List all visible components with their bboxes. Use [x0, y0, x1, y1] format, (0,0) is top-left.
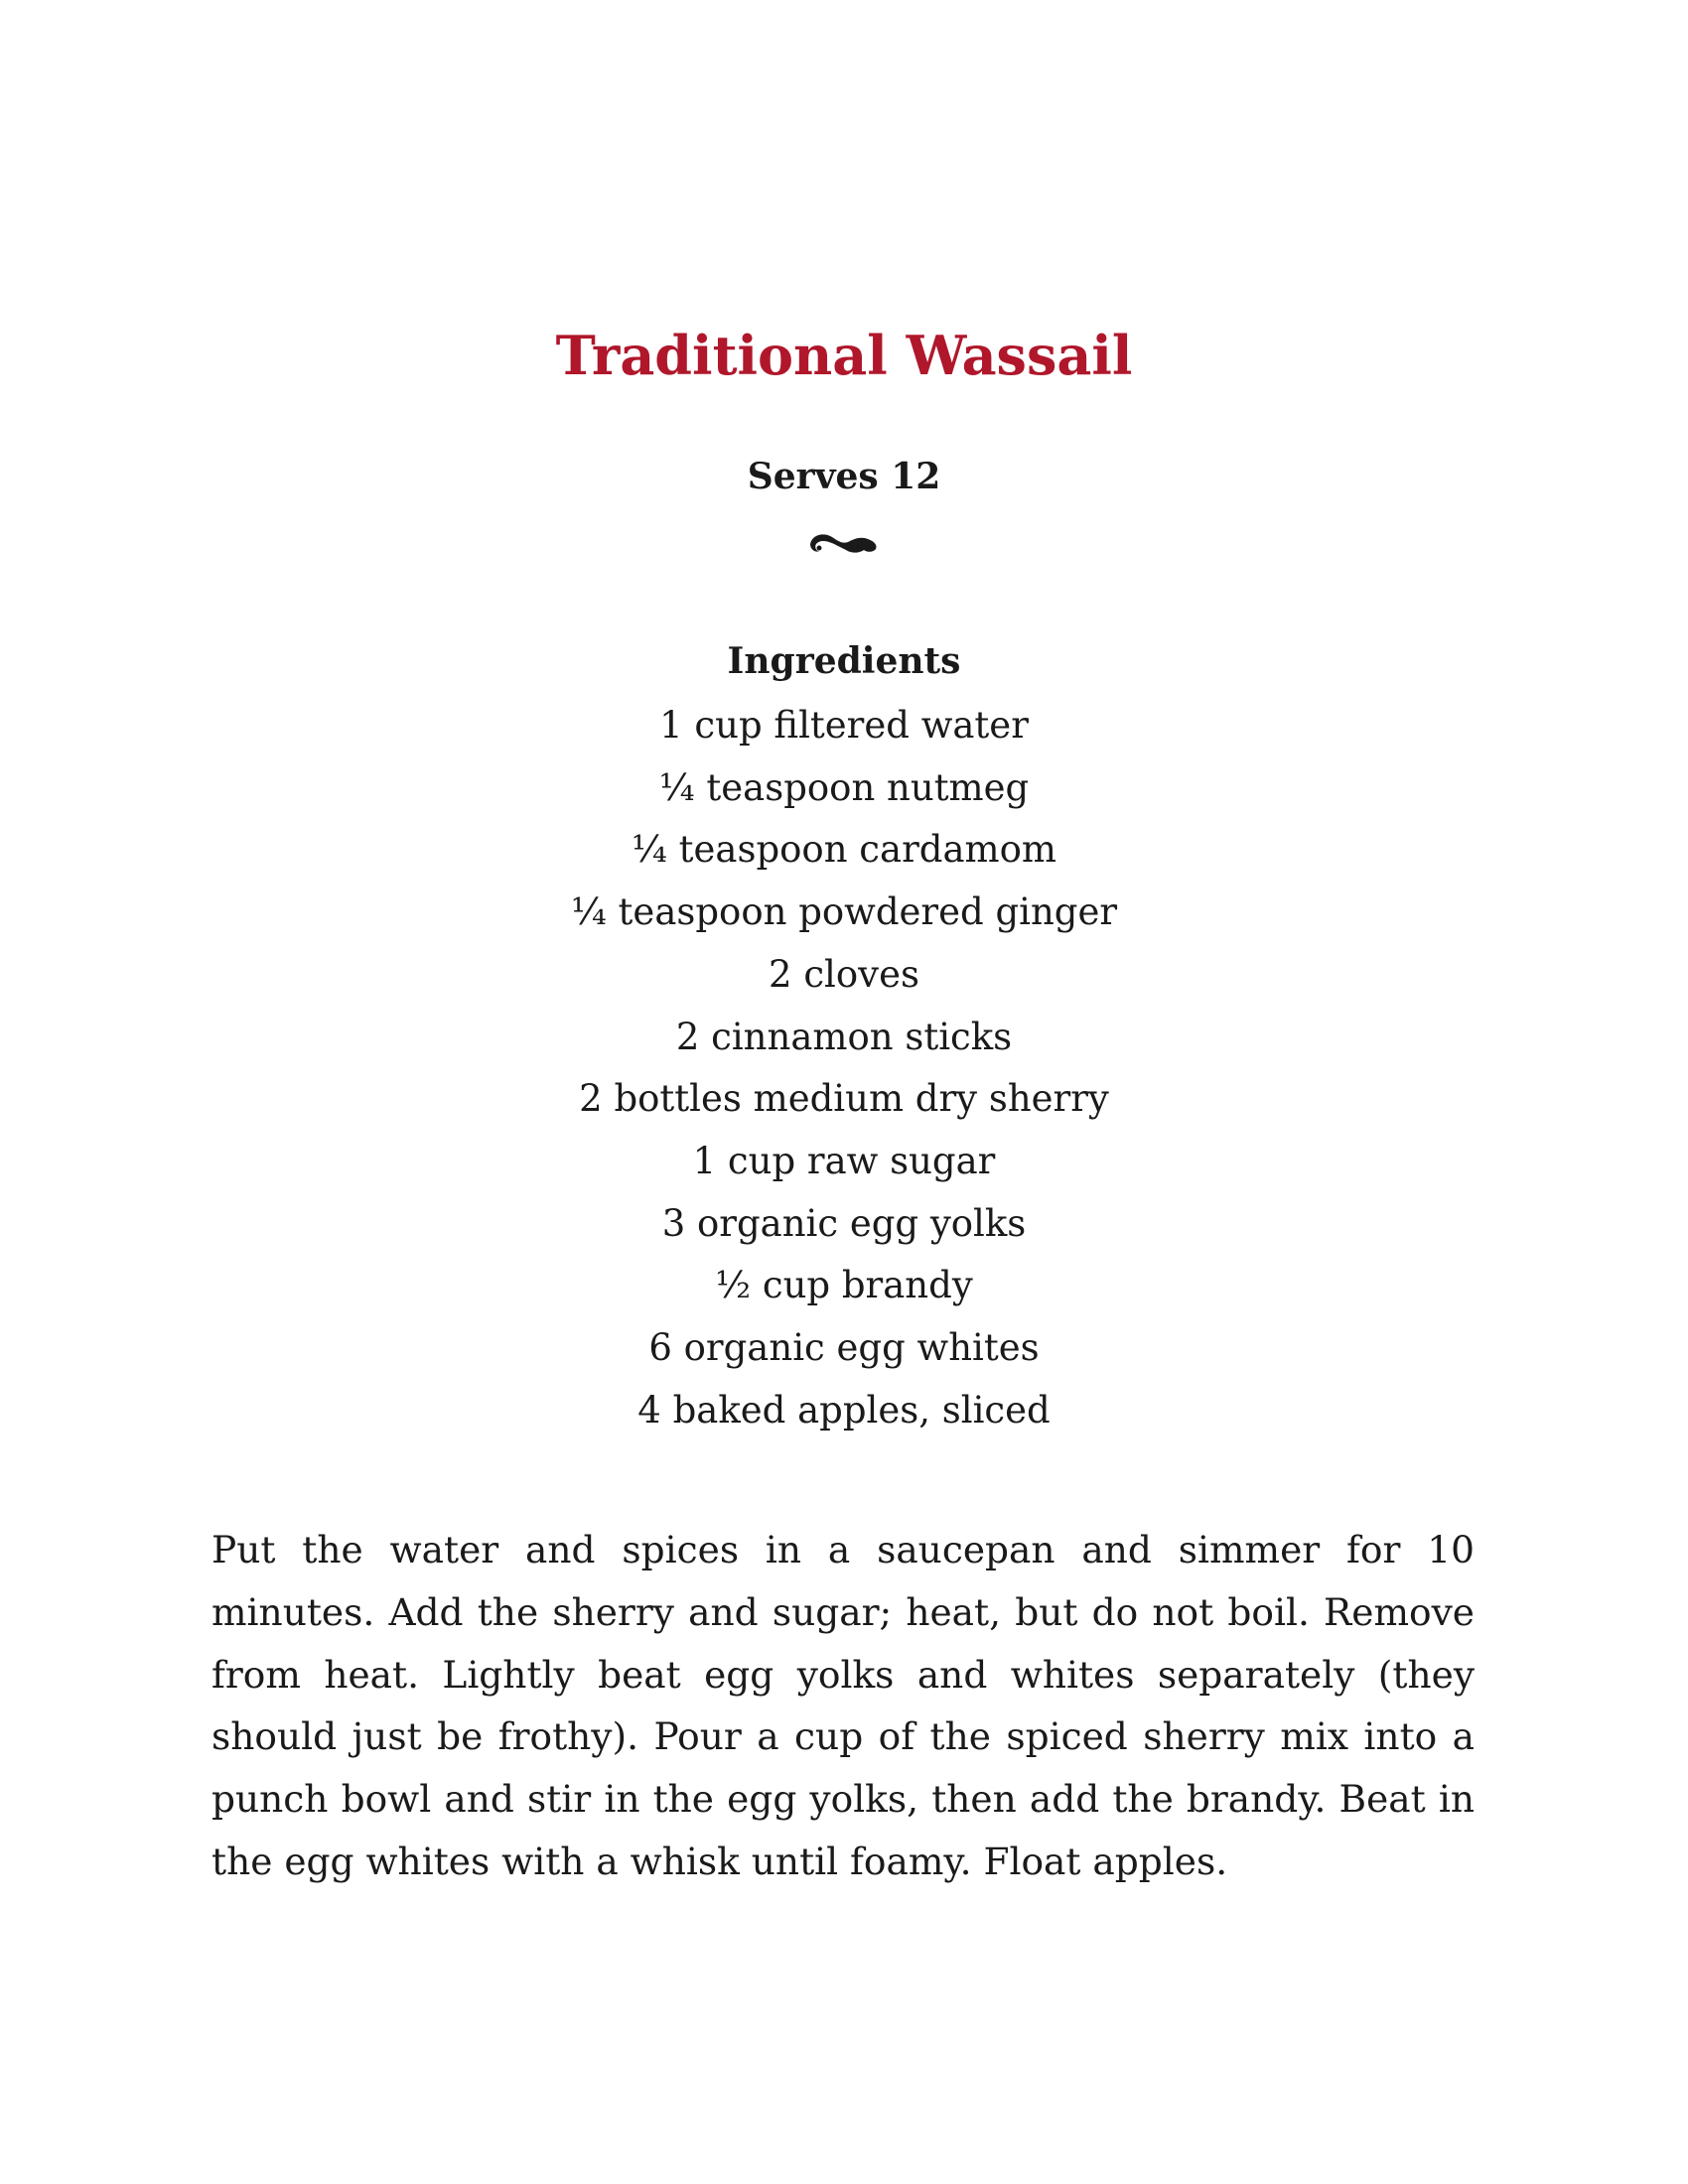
- ingredient-item: ¼ teaspoon nutmeg: [658, 765, 1030, 809]
- ingredient-item: ¼ teaspoon powdered ginger: [570, 890, 1118, 934]
- ingredients-heading: Ingredients: [727, 640, 961, 682]
- ingredient-item: 3 organic egg yolks: [661, 1201, 1027, 1245]
- ingredient-item: 4 baked apples, sliced: [637, 1388, 1051, 1432]
- ingredient-item: 2 cinnamon sticks: [675, 1015, 1013, 1058]
- ingredient-item: 2 bottles medium dry sherry: [579, 1077, 1109, 1121]
- ingredient-item: 6 organic egg whites: [648, 1326, 1040, 1370]
- ingredient-item: ¼ teaspoon cardamom: [632, 828, 1056, 872]
- ingredient-item: 1 cup raw sugar: [692, 1139, 996, 1182]
- serves-count: Serves 12: [747, 456, 941, 497]
- recipe-title: Traditional Wassail: [555, 324, 1133, 387]
- ingredients-list: [0, 695, 1688, 1441]
- fleuron-swash-icon: [804, 524, 884, 560]
- ingredient-item: ½ cup brandy: [715, 1264, 973, 1307]
- ingredient-item: 2 cloves: [769, 952, 919, 996]
- ingredient-item: 1 cup filtered water: [659, 704, 1029, 747]
- directions-paragraph: Put the water and spices in a saucepan and simmer for 10 minutes. Add the sherry and sugar; heat, but do not boil. Remove from heat. Lightly beat egg yolks and whites separately (they should just be frothy). Pour a cup of the spiced sherry mix into a punch bowl and stir in the egg yolks, then add the brandy. Beat in the egg whites with a whisk until foamy. Float apples.: [211, 1528, 1475, 1883]
